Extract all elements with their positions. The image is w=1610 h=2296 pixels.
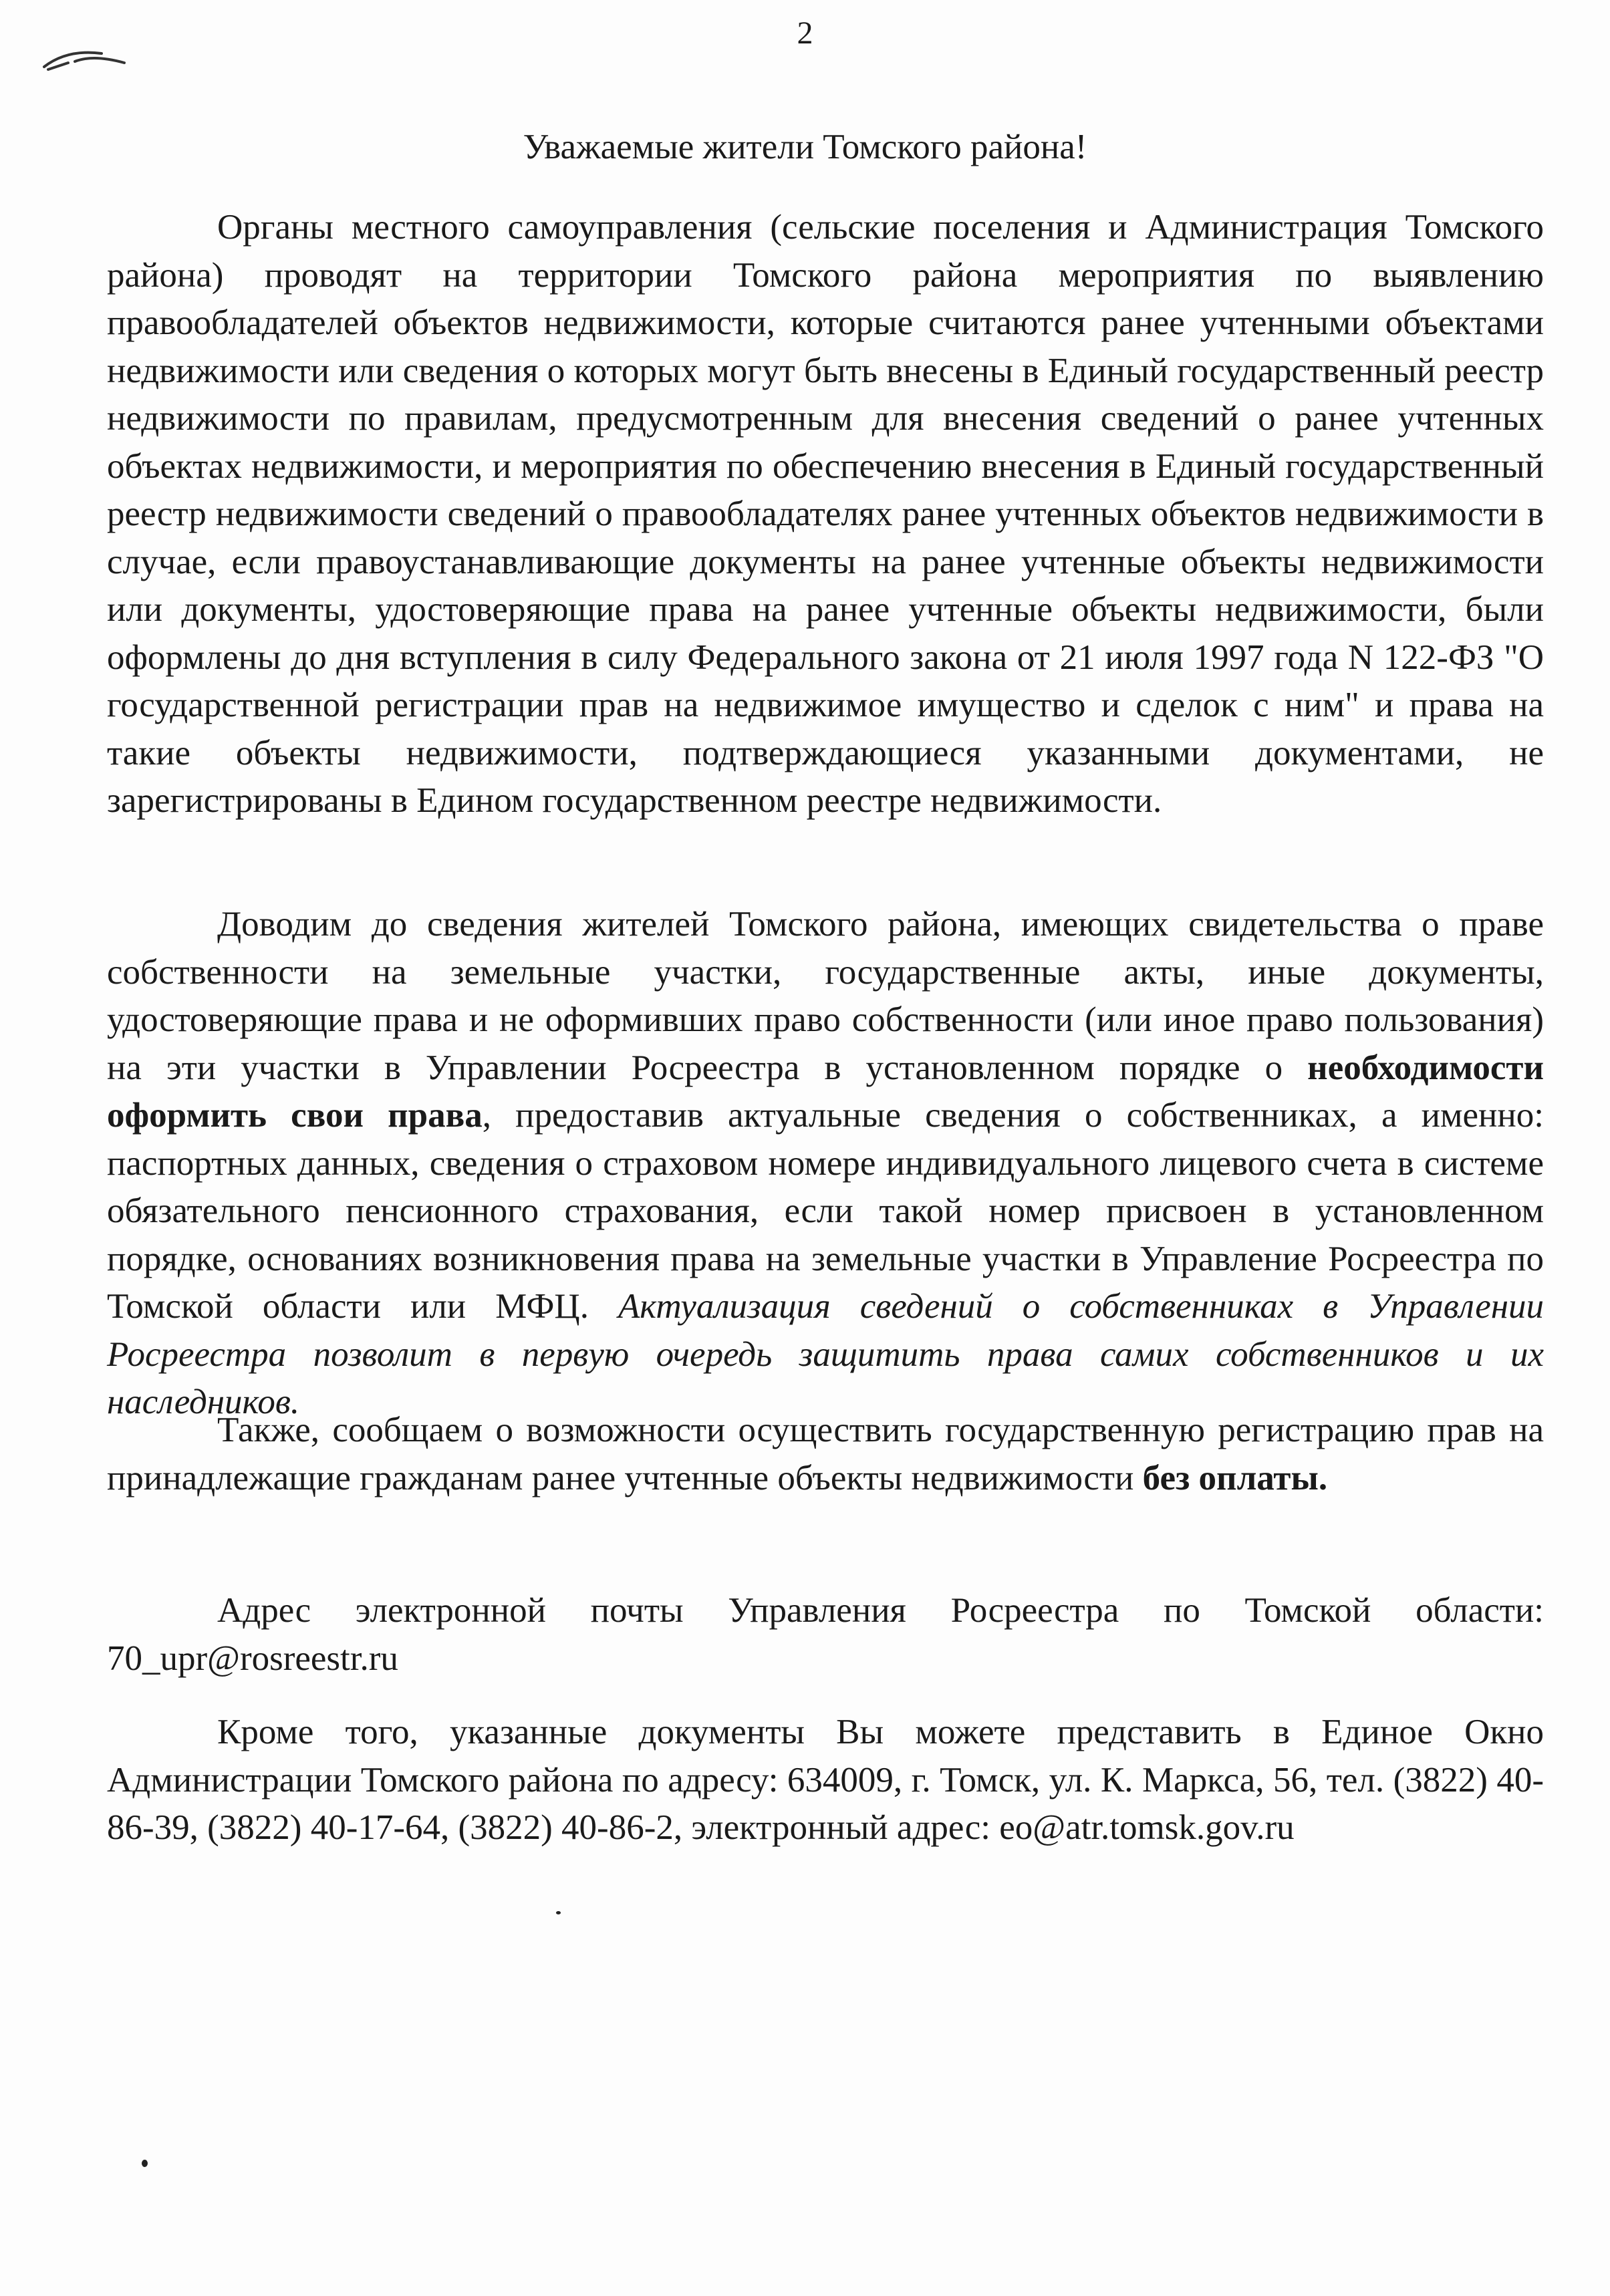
document-title: Уважаемые жители Томского района!	[523, 128, 1087, 166]
paragraph-rosreestr-email	[107, 1587, 1544, 1683]
administration-email-link[interactable]: eo@atr.tomsk.gov.ru	[999, 1808, 1295, 1847]
corner-scribble-mark	[41, 47, 128, 74]
paragraph-notice-to-residents	[107, 901, 1544, 1427]
paragraph-text: Адрес электронной почты Управления Росреестра по Томской области:	[217, 1591, 1544, 1630]
paragraph-contact-info	[107, 1709, 1544, 1852]
paragraph-text-continued: , предоставив актуальные сведения о собственниках, а именно: паспортных данных, сведения о страховом номере индивидуального лицевого счета в системе обязательного пенсионного страхования, если такой номер присвоен в установленном порядке, основаниях возникновения права на земельные участки в Управление Росреестра по Томской области или МФЦ.	[107, 1096, 1544, 1326]
paragraph-free-registration	[107, 1407, 1544, 1502]
page-number: 2	[797, 15, 813, 51]
paragraph-end: .	[1318, 1458, 1328, 1497]
rosreestr-email-link[interactable]: 70_upr@rosreestr.ru	[107, 1638, 398, 1678]
italic-note: Актуализация сведений о собственниках в Управлении Росреестра позволит в первую очередь защитить права самих собственников и их наследников.	[107, 1287, 1545, 1421]
paragraph-text: Кроме того, указанные документы Вы можете представить в Единое Окно Администрации Томского района по адресу: 634009, г. Томск, ул. К. Маркса, 56, тел. (3822) 40-86-39, (3822) 40-17-64, (3822) 40-86-2, электронный адрес:	[107, 1713, 1544, 1847]
bold-emphasis: без оплаты	[1142, 1458, 1319, 1497]
paragraph-text: Доводим до сведения жителей Томского района, имеющих свидетельства о праве собственности на земельные участки, государственные акты, иные документы, удостоверяющие права и не оформивших право собственности (или иное право пользования) на эти участки в Управлении Росреестра в установленном порядке о	[107, 905, 1544, 1087]
bold-emphasis: необходимости оформить свои права	[107, 1048, 1544, 1135]
paragraph-registration-activities	[107, 204, 1544, 825]
paragraph-text: Органы местного самоуправления (сельские поселения и Администрация Томского района) проводят на территории Томского района мероприятия по выявлению правообладателей объектов недвижимости, которые считаются ранее учтенными объектами недвижимости или сведения о которых могут быть внесены в Единый государственный реестр недвижимости по правилам, предусмотренным для внесения сведений о ранее учтенных объектах недвижимости, и мероприятия по обеспечению внесения в Единый государственный реестр недвижимости сведений о правообладателях ранее учтенных объектов недвижимости в случае, если правоустанавливающие документы на ранее учтенные объекты недвижимости или документы, удостоверяющие права на ранее учтенные объекты недвижимости, были оформлены до дня вступления в силу Федерального закона от 21 июля 1997 года N 122-ФЗ "О государственной регистрации прав на недвижимое имущество и сделок с ним" и права на такие объекты недвижимости, подтверждающиеся указанными документами, не зарегистрированы в Едином государственном реестре недвижимости.	[107, 208, 1544, 820]
scan-speck	[556, 1911, 561, 1914]
paragraph-text: Также, сообщаем о возможности осуществить государственную регистрацию прав на принадлежащие гражданам ранее учтенные объекты недвижимости	[107, 1411, 1544, 1497]
scan-speck	[142, 2160, 148, 2167]
